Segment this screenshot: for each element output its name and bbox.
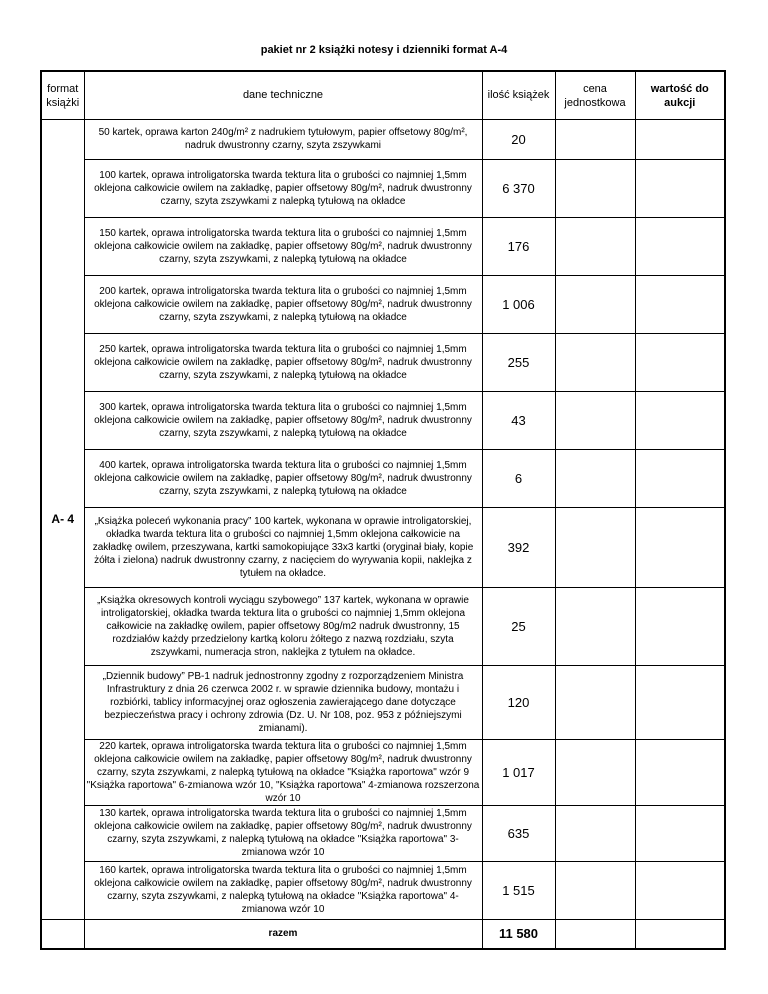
quantity-cell: 6 370 bbox=[482, 159, 555, 217]
unit-price-cell[interactable] bbox=[555, 861, 635, 919]
auction-value-cell[interactable] bbox=[635, 861, 725, 919]
auction-value-cell[interactable] bbox=[635, 587, 725, 665]
table-row bbox=[41, 665, 725, 739]
table-row bbox=[41, 507, 725, 587]
total-row bbox=[41, 919, 725, 949]
quantity-cell: 6 bbox=[482, 449, 555, 507]
total-unit-price-cell[interactable] bbox=[555, 919, 635, 949]
auction-value-cell[interactable] bbox=[635, 507, 725, 587]
total-value: 11 580 bbox=[482, 919, 555, 949]
quantity-cell: 20 bbox=[482, 119, 555, 159]
table-row bbox=[41, 739, 725, 805]
unit-price-cell[interactable] bbox=[555, 217, 635, 275]
description-cell: 400 kartek, oprawa introligatorska twarda tektura lita o grubości co najmniej 1,5mm oklejona całkowicie owilem na zakładkę, papier offsetowy 80g/m², nadruk dwustronny czarny, szyta zszywkami, z nalepką tytułową na okładce bbox=[84, 449, 482, 507]
auction-value-cell[interactable] bbox=[635, 391, 725, 449]
auction-value-cell[interactable] bbox=[635, 275, 725, 333]
quantity-cell: 1 006 bbox=[482, 275, 555, 333]
unit-price-cell[interactable] bbox=[555, 665, 635, 739]
header-unit-price: cena jednostkowa bbox=[555, 71, 635, 119]
auction-value-cell[interactable] bbox=[635, 449, 725, 507]
table-row bbox=[41, 861, 725, 919]
auction-value-cell[interactable] bbox=[635, 739, 725, 805]
auction-value-cell[interactable] bbox=[635, 333, 725, 391]
quantity-cell: 1 017 bbox=[482, 739, 555, 805]
total-auction-value-cell[interactable] bbox=[635, 919, 725, 949]
auction-value-cell[interactable] bbox=[635, 217, 725, 275]
auction-value-cell[interactable] bbox=[635, 159, 725, 217]
quantity-cell: 43 bbox=[482, 391, 555, 449]
unit-price-cell[interactable] bbox=[555, 507, 635, 587]
total-format-cell bbox=[41, 919, 84, 949]
header-auction-value: wartość do aukcji bbox=[635, 71, 725, 119]
header-format: format książki bbox=[41, 71, 84, 119]
table-row bbox=[41, 217, 725, 275]
description-cell: 50 kartek, oprawa karton 240g/m² z nadrukiem tytułowym, papier offsetowy 80g/m², nadruk dwustronny czarny, szyta zszywkami bbox=[84, 119, 482, 159]
unit-price-cell[interactable] bbox=[555, 159, 635, 217]
table-row bbox=[41, 159, 725, 217]
unit-price-cell[interactable] bbox=[555, 805, 635, 861]
description-cell: 300 kartek, oprawa introligatorska twarda tektura lita o grubości co najmniej 1,5mm oklejona całkowicie owilem na zakładkę, papier offsetowy 80g/m², nadruk dwustronny czarny, szyta zszywkami, z nalepką tytułową na okładce bbox=[84, 391, 482, 449]
table-row bbox=[41, 391, 725, 449]
description-cell: 220 kartek, oprawa introligatorska twarda tektura lita o grubości co najmniej 1,5mm oklejona całkowicie owilem na zakładkę, papier offsetowy 80g/m², nadruk dwustronny czarny, szyta zszywkami, z nalepką tytułową na okładce "Książka raportowa" wzór 9 "Książka raportowa" 6-zmianowa wzór 10, "Książka raportowa" 4-zmianowa rozszerzona wzór 10 bbox=[84, 739, 482, 805]
order-table bbox=[40, 70, 726, 950]
table-row bbox=[41, 587, 725, 665]
table-row bbox=[41, 805, 725, 861]
auction-value-cell[interactable] bbox=[635, 665, 725, 739]
table-row bbox=[41, 119, 725, 159]
format-cell: A- 4 bbox=[41, 119, 84, 919]
table-row bbox=[41, 275, 725, 333]
description-cell: 200 kartek, oprawa introligatorska twarda tektura lita o grubości co najmniej 1,5mm oklejona całkowicie owilem na zakładkę, papier offsetowy 80g/m², nadruk dwustronny czarny, szyta zszywkami, z nalepką tytułową na okładce bbox=[84, 275, 482, 333]
description-cell: „Książka poleceń wykonania pracy” 100 kartek, wykonana w oprawie introligatorskiej, okładka twarda tektura lita o grubości co najmniej 1,5mm oklejona całkowicie na zakładkę owilem, przeszywana, kartki samokopiujące 33x3 kartki (oryginał biały, kopie żółta i zielona) nadruk dwustronny czarny, z nacięciem do wyrywania kopii, naklejka z tytułem na okładce. bbox=[84, 507, 482, 587]
total-label: razem bbox=[84, 919, 482, 949]
unit-price-cell[interactable] bbox=[555, 739, 635, 805]
quantity-cell: 120 bbox=[482, 665, 555, 739]
description-cell: 160 kartek, oprawa introligatorska twarda tektura lita o grubości co najmniej 1,5mm oklejona całkowicie owilem na zakładkę, papier offsetowy 80g/m², nadruk dwustronny czarny, szyta zszywkami, z nalepką tytułową na okładce "Książka raportowa" 4-zmianowa wzór 10 bbox=[84, 861, 482, 919]
quantity-cell: 176 bbox=[482, 217, 555, 275]
description-cell: „Dziennik budowy” PB-1 nadruk jednostronny zgodny z rozporządzeniem Ministra Infrastruktury z dnia 26 czerwca 2002 r. w sprawie dziennika budowy, montażu i rozbiórki, tablicy informacyjnej oraz ogłoszenia zawierającego dane dotyczące bezpieczeństwa pracy i ochrony zdrowia (Dz. U. Nr 108, poz. 953 z późniejszymi zmianami). bbox=[84, 665, 482, 739]
unit-price-cell[interactable] bbox=[555, 449, 635, 507]
quantity-cell: 392 bbox=[482, 507, 555, 587]
description-cell: 100 kartek, oprawa introligatorska twarda tektura lita o grubości co najmniej 1,5mm oklejona całkowicie owilem na zakładkę, papier offsetowy 80g/m², nadruk dwustronny czarny, szyta zszywkami z nalepką tytułową na okładce bbox=[84, 159, 482, 217]
description-cell: 130 kartek, oprawa introligatorska twarda tektura lita o grubości co najmniej 1,5mm oklejona całkowicie owilem na zakładkę, papier offsetowy 80g/m², nadruk dwustronny czarny, szyta zszywkami, z nalepką tytułową na okładce "Książka raportowa" 3-zmianowa wzór 10 bbox=[84, 805, 482, 861]
document-title: pakiet nr 2 książki notesy i dzienniki format A-4 bbox=[260, 44, 508, 56]
quantity-cell: 25 bbox=[482, 587, 555, 665]
header-quantity: ilość książek bbox=[482, 71, 555, 119]
table-row bbox=[41, 449, 725, 507]
header-technical-data: dane techniczne bbox=[84, 71, 482, 119]
quantity-cell: 1 515 bbox=[482, 861, 555, 919]
description-cell: „Książka okresowych kontroli wyciągu szybowego” 137 kartek, wykonana w oprawie introligatorskiej, okładka twarda tektura lita o grubości co najmniej 1,5mm oklejona całkowicie na zakładkę owilem, papier offsetowy 80g/m2 nadruk dwustronny, 15 rozdziałów każdy przedzielony kartką koloru żółtego z nazwą rozdziału, szyta zszywkami, numeracja stron, naklejka z tytułem na okładce. bbox=[84, 587, 482, 665]
auction-value-cell[interactable] bbox=[635, 805, 725, 861]
quantity-cell: 635 bbox=[482, 805, 555, 861]
unit-price-cell[interactable] bbox=[555, 587, 635, 665]
unit-price-cell[interactable] bbox=[555, 119, 635, 159]
description-cell: 150 kartek, oprawa introligatorska twarda tektura lita o grubości co najmniej 1,5mm oklejona całkowicie owilem na zakładkę, papier offsetowy 80g/m², nadruk dwustronny czarny, szyta zszywkami, z nalepką tytułową na okładce bbox=[84, 217, 482, 275]
unit-price-cell[interactable] bbox=[555, 275, 635, 333]
auction-value-cell[interactable] bbox=[635, 119, 725, 159]
table-row bbox=[41, 333, 725, 391]
quantity-cell: 255 bbox=[482, 333, 555, 391]
unit-price-cell[interactable] bbox=[555, 333, 635, 391]
unit-price-cell[interactable] bbox=[555, 391, 635, 449]
description-cell: 250 kartek, oprawa introligatorska twarda tektura lita o grubości co najmniej 1,5mm oklejona całkowicie owilem na zakładkę, papier offsetowy 80g/m², nadruk dwustronny czarny, szyta zszywkami, z nalepką tytułową na okładce bbox=[84, 333, 482, 391]
